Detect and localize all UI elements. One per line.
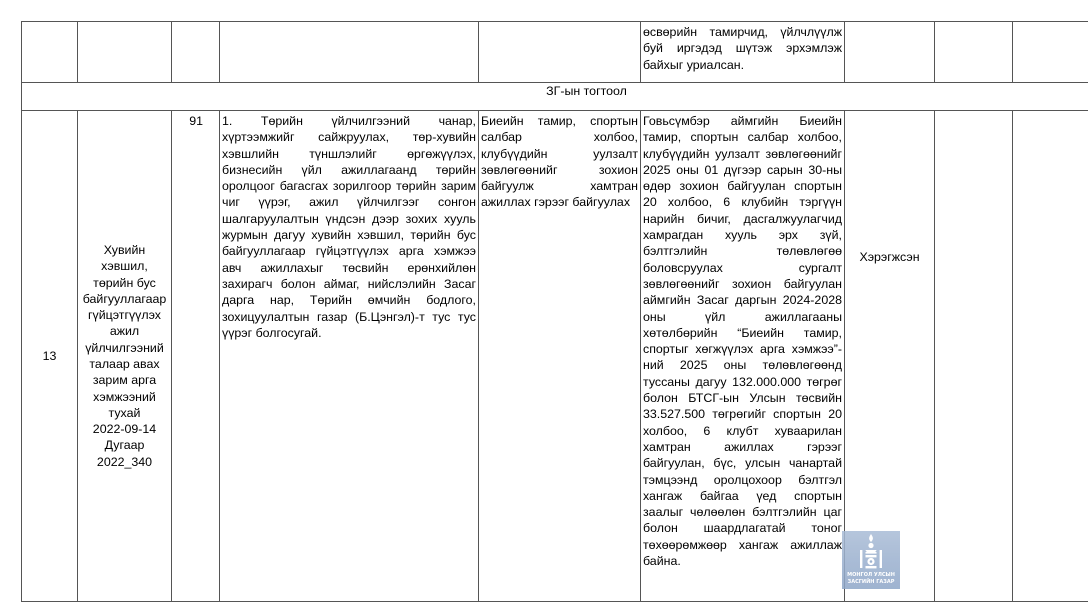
table-row xyxy=(22,111,1088,602)
document-date: 2022-09-14 xyxy=(92,422,157,437)
soyombo-icon xyxy=(842,531,900,571)
status-text: Хэрэгжсэн xyxy=(859,250,920,264)
result-text: Говьсүмбэр аймгийн Биеийн тамир, спортын салбар холбоо, клубүүдийн уулзалт зөвлөгөөнийг 2025 оны 01 дүгээр сарын 30-ны өдөр зохион байгуулан спортын 20 холбоо, 6 клубийн тэргүүн нарийн бичиг, дасгалжуулагчид хамрагдан хууль эрх зүй, бэлтгэлийн төлөвлөгөө боловсруулах сургалт зөвлөгөөнийг зохион байгуулан аймгийн Засаг даргын 2024-2028 оны үйл ажиллагааны хөтөлбөрийн “Биеийн тамир, спортыг хөгжүүлэх арга хэмжээ”-ний 2025 оны төлөвлөгөөнд туссаны дагуу 132.000.000 төгрөг болон БТСГ-ын Улсын төсвийн 33.527.500 төгрөгийг спортын 20 холбоо, 6 клубт хуваарилан хамтран ажиллах гэрээг байгуулан, бүс, улсын чанартай тэмцээнд оролцохоор бэлтгэл хангаж байгаа үед спортын заалыг чөлөөлөн бэлтгэлийн цаг болон шаардлагатай тоног төхөөрөмжөөр хангаж ажиллаж байна. xyxy=(643,114,842,569)
document-label: Дугаар xyxy=(104,438,145,453)
cell-empty xyxy=(1013,22,1088,83)
government-seal-watermark xyxy=(842,531,900,589)
cell-empty xyxy=(22,22,78,83)
cell-empty xyxy=(220,22,479,83)
clause-text-cell xyxy=(220,111,479,602)
clause-number-cell xyxy=(172,111,220,602)
cell-empty xyxy=(935,22,1013,83)
clause-number: 91 xyxy=(189,114,203,128)
cell-empty xyxy=(1013,111,1088,602)
result-text: өсвөрийн тамирчид, үйлчлүүлж буй иргэдэд шүтэж эрхэмлэж байхыг уриалсан. xyxy=(643,25,842,72)
measure-text: Биеийн тамир, спортын салбар холбоо, клубүүдийн уулзалт зөвлөгөөнийг зохион байгуулж хамтран ажиллах гэрээг байгуулах xyxy=(481,114,638,210)
seal-caption-line2: ЗАСГИЙН ГАЗАР xyxy=(847,579,895,585)
result-cell xyxy=(641,22,845,83)
seal-caption-line1: МОНГОЛ УЛСЫН xyxy=(847,572,895,578)
result-cell xyxy=(641,111,845,602)
implementation-report-table xyxy=(21,21,1088,602)
section-header-row xyxy=(22,83,1088,111)
row-number-cell xyxy=(22,111,78,602)
cell-empty xyxy=(172,22,220,83)
cell-empty xyxy=(845,22,935,83)
cell-empty xyxy=(78,22,172,83)
document-cell xyxy=(78,111,172,602)
row-number: 13 xyxy=(42,348,57,363)
section-header: ЗГ-ын тогтоол xyxy=(22,83,1088,111)
status-cell xyxy=(845,111,935,602)
measure-cell xyxy=(479,111,641,602)
cell-empty xyxy=(479,22,641,83)
table-row xyxy=(22,22,1088,83)
cell-empty xyxy=(935,111,1013,602)
clause-text: 1. Төрийн үйлчилгээний чанар, хүртээмжийг сайжруулах, төр-хувийн хэвшлийн түншлэлийг өргөжүүлэх, бизнесийн үйл ажиллагаанд төрийн оролцоог багасгах зорилгоор төрийн зарим чиг үүрэг, ажил үйлчилгээг сонгон шалгаруулалтын үндсэн дээр зохих хууль журмын дагуу хувийн хэвшил, төрийн бус байгууллагаар гүйцэтгүүлэх арга хэмжээ авч ажиллахыг төсвийн ерөнхийлөн захирагч болон аймаг, нийслэлийн Засаг дарга нар, Төрийн өмчийн бодлого, зохицуулалтын газар (Б.Цэнгэл)-т тус тус үүрэг болгосугай. xyxy=(222,114,476,340)
document-title: Хувийн хэвшил, төрийн бус байгууллагаар гүйцэтгүүлэх ажил үйлчилгээний талаар авах зарим арга хэмжээний тухай xyxy=(82,242,167,420)
document-number: 2022_340 xyxy=(96,454,153,469)
